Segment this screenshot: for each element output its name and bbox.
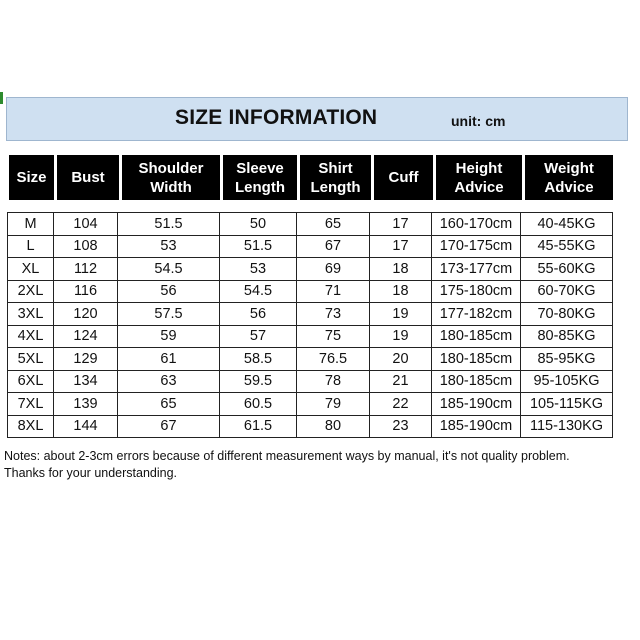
table-cell: 175-180cm xyxy=(432,280,521,303)
table-cell: 53 xyxy=(220,258,297,281)
title-banner xyxy=(6,97,628,141)
table-cell: 60-70KG xyxy=(521,280,613,303)
table-cell: 45-55KG xyxy=(521,235,613,258)
table-cell: 170-175cm xyxy=(432,235,521,258)
table-cell: 20 xyxy=(370,348,432,371)
unit-label: unit: cm xyxy=(451,113,506,129)
table-cell: 78 xyxy=(297,370,370,393)
table-cell: 67 xyxy=(118,415,220,438)
table-row xyxy=(8,213,613,236)
size-cell: 3XL xyxy=(8,303,54,326)
table-cell: 139 xyxy=(54,393,118,416)
column-header: Height Advice xyxy=(436,155,522,200)
table-row xyxy=(8,348,613,371)
table-cell: 40-45KG xyxy=(521,213,613,236)
table-cell: 58.5 xyxy=(220,348,297,371)
table-cell: 185-190cm xyxy=(432,415,521,438)
table-cell: 57 xyxy=(220,325,297,348)
table-cell: 112 xyxy=(54,258,118,281)
table-cell: 60.5 xyxy=(220,393,297,416)
column-header: Shirt Length xyxy=(300,155,371,200)
notes xyxy=(4,448,604,482)
table-cell: 85-95KG xyxy=(521,348,613,371)
table-cell: 67 xyxy=(297,235,370,258)
table-cell: 54.5 xyxy=(220,280,297,303)
size-cell: 7XL xyxy=(8,393,54,416)
column-header: Shoulder Width xyxy=(122,155,220,200)
table-cell: 54.5 xyxy=(118,258,220,281)
table-cell: 104 xyxy=(54,213,118,236)
size-table xyxy=(7,212,613,438)
table-cell: 65 xyxy=(297,213,370,236)
table-cell: 19 xyxy=(370,303,432,326)
table-cell: 61 xyxy=(118,348,220,371)
table-cell: 75 xyxy=(297,325,370,348)
size-cell: 4XL xyxy=(8,325,54,348)
table-cell: 80 xyxy=(297,415,370,438)
table-cell: 95-105KG xyxy=(521,370,613,393)
size-cell: 5XL xyxy=(8,348,54,371)
table-row xyxy=(8,325,613,348)
column-header: Cuff xyxy=(374,155,433,200)
thanks-text: Thanks for your understanding. xyxy=(4,466,178,480)
table-cell: 53 xyxy=(118,235,220,258)
size-cell: 8XL xyxy=(8,415,54,438)
table-cell: 18 xyxy=(370,258,432,281)
table-cell: 70-80KG xyxy=(521,303,613,326)
table-cell: 108 xyxy=(54,235,118,258)
size-table-header xyxy=(6,155,616,200)
table-cell: 144 xyxy=(54,415,118,438)
table-cell: 56 xyxy=(118,280,220,303)
table-cell: 76.5 xyxy=(297,348,370,371)
table-cell: 173-177cm xyxy=(432,258,521,281)
column-header: Size xyxy=(9,155,54,200)
table-cell: 50 xyxy=(220,213,297,236)
size-cell: L xyxy=(8,235,54,258)
table-cell: 80-85KG xyxy=(521,325,613,348)
table-row xyxy=(8,303,613,326)
table-cell: 59.5 xyxy=(220,370,297,393)
table-cell: 69 xyxy=(297,258,370,281)
table-cell: 17 xyxy=(370,213,432,236)
table-cell: 180-185cm xyxy=(432,370,521,393)
table-cell: 21 xyxy=(370,370,432,393)
table-cell: 51.5 xyxy=(220,235,297,258)
table-cell: 22 xyxy=(370,393,432,416)
table-cell: 51.5 xyxy=(118,213,220,236)
table-cell: 115-130KG xyxy=(521,415,613,438)
column-header: Sleeve Length xyxy=(223,155,297,200)
table-cell: 120 xyxy=(54,303,118,326)
table-cell: 160-170cm xyxy=(432,213,521,236)
banner-title: SIZE INFORMATION xyxy=(175,106,378,129)
column-header: Weight Advice xyxy=(525,155,613,200)
table-cell: 73 xyxy=(297,303,370,326)
table-cell: 71 xyxy=(297,280,370,303)
table-cell: 180-185cm xyxy=(432,348,521,371)
table-cell: 56 xyxy=(220,303,297,326)
table-cell: 18 xyxy=(370,280,432,303)
table-cell: 116 xyxy=(54,280,118,303)
notes-text: Notes: about 2-3cm errors because of different measurement ways by manual, it's not quality problem. xyxy=(4,449,570,463)
table-cell: 55-60KG xyxy=(521,258,613,281)
table-row xyxy=(8,370,613,393)
table-cell: 63 xyxy=(118,370,220,393)
table-cell: 23 xyxy=(370,415,432,438)
table-cell: 79 xyxy=(297,393,370,416)
table-cell: 129 xyxy=(54,348,118,371)
table-cell: 59 xyxy=(118,325,220,348)
table-cell: 124 xyxy=(54,325,118,348)
size-cell: M xyxy=(8,213,54,236)
table-cell: 105-115KG xyxy=(521,393,613,416)
table-row xyxy=(8,393,613,416)
table-row xyxy=(8,258,613,281)
table-cell: 65 xyxy=(118,393,220,416)
table-row xyxy=(8,280,613,303)
table-cell: 180-185cm xyxy=(432,325,521,348)
table-cell: 61.5 xyxy=(220,415,297,438)
table-cell: 177-182cm xyxy=(432,303,521,326)
column-header: Bust xyxy=(57,155,119,200)
table-cell: 134 xyxy=(54,370,118,393)
table-cell: 17 xyxy=(370,235,432,258)
size-cell: 6XL xyxy=(8,370,54,393)
corner-mark xyxy=(0,92,3,104)
table-cell: 57.5 xyxy=(118,303,220,326)
size-cell: XL xyxy=(8,258,54,281)
table-cell: 19 xyxy=(370,325,432,348)
table-row xyxy=(8,415,613,438)
table-row xyxy=(8,235,613,258)
table-cell: 185-190cm xyxy=(432,393,521,416)
size-cell: 2XL xyxy=(8,280,54,303)
